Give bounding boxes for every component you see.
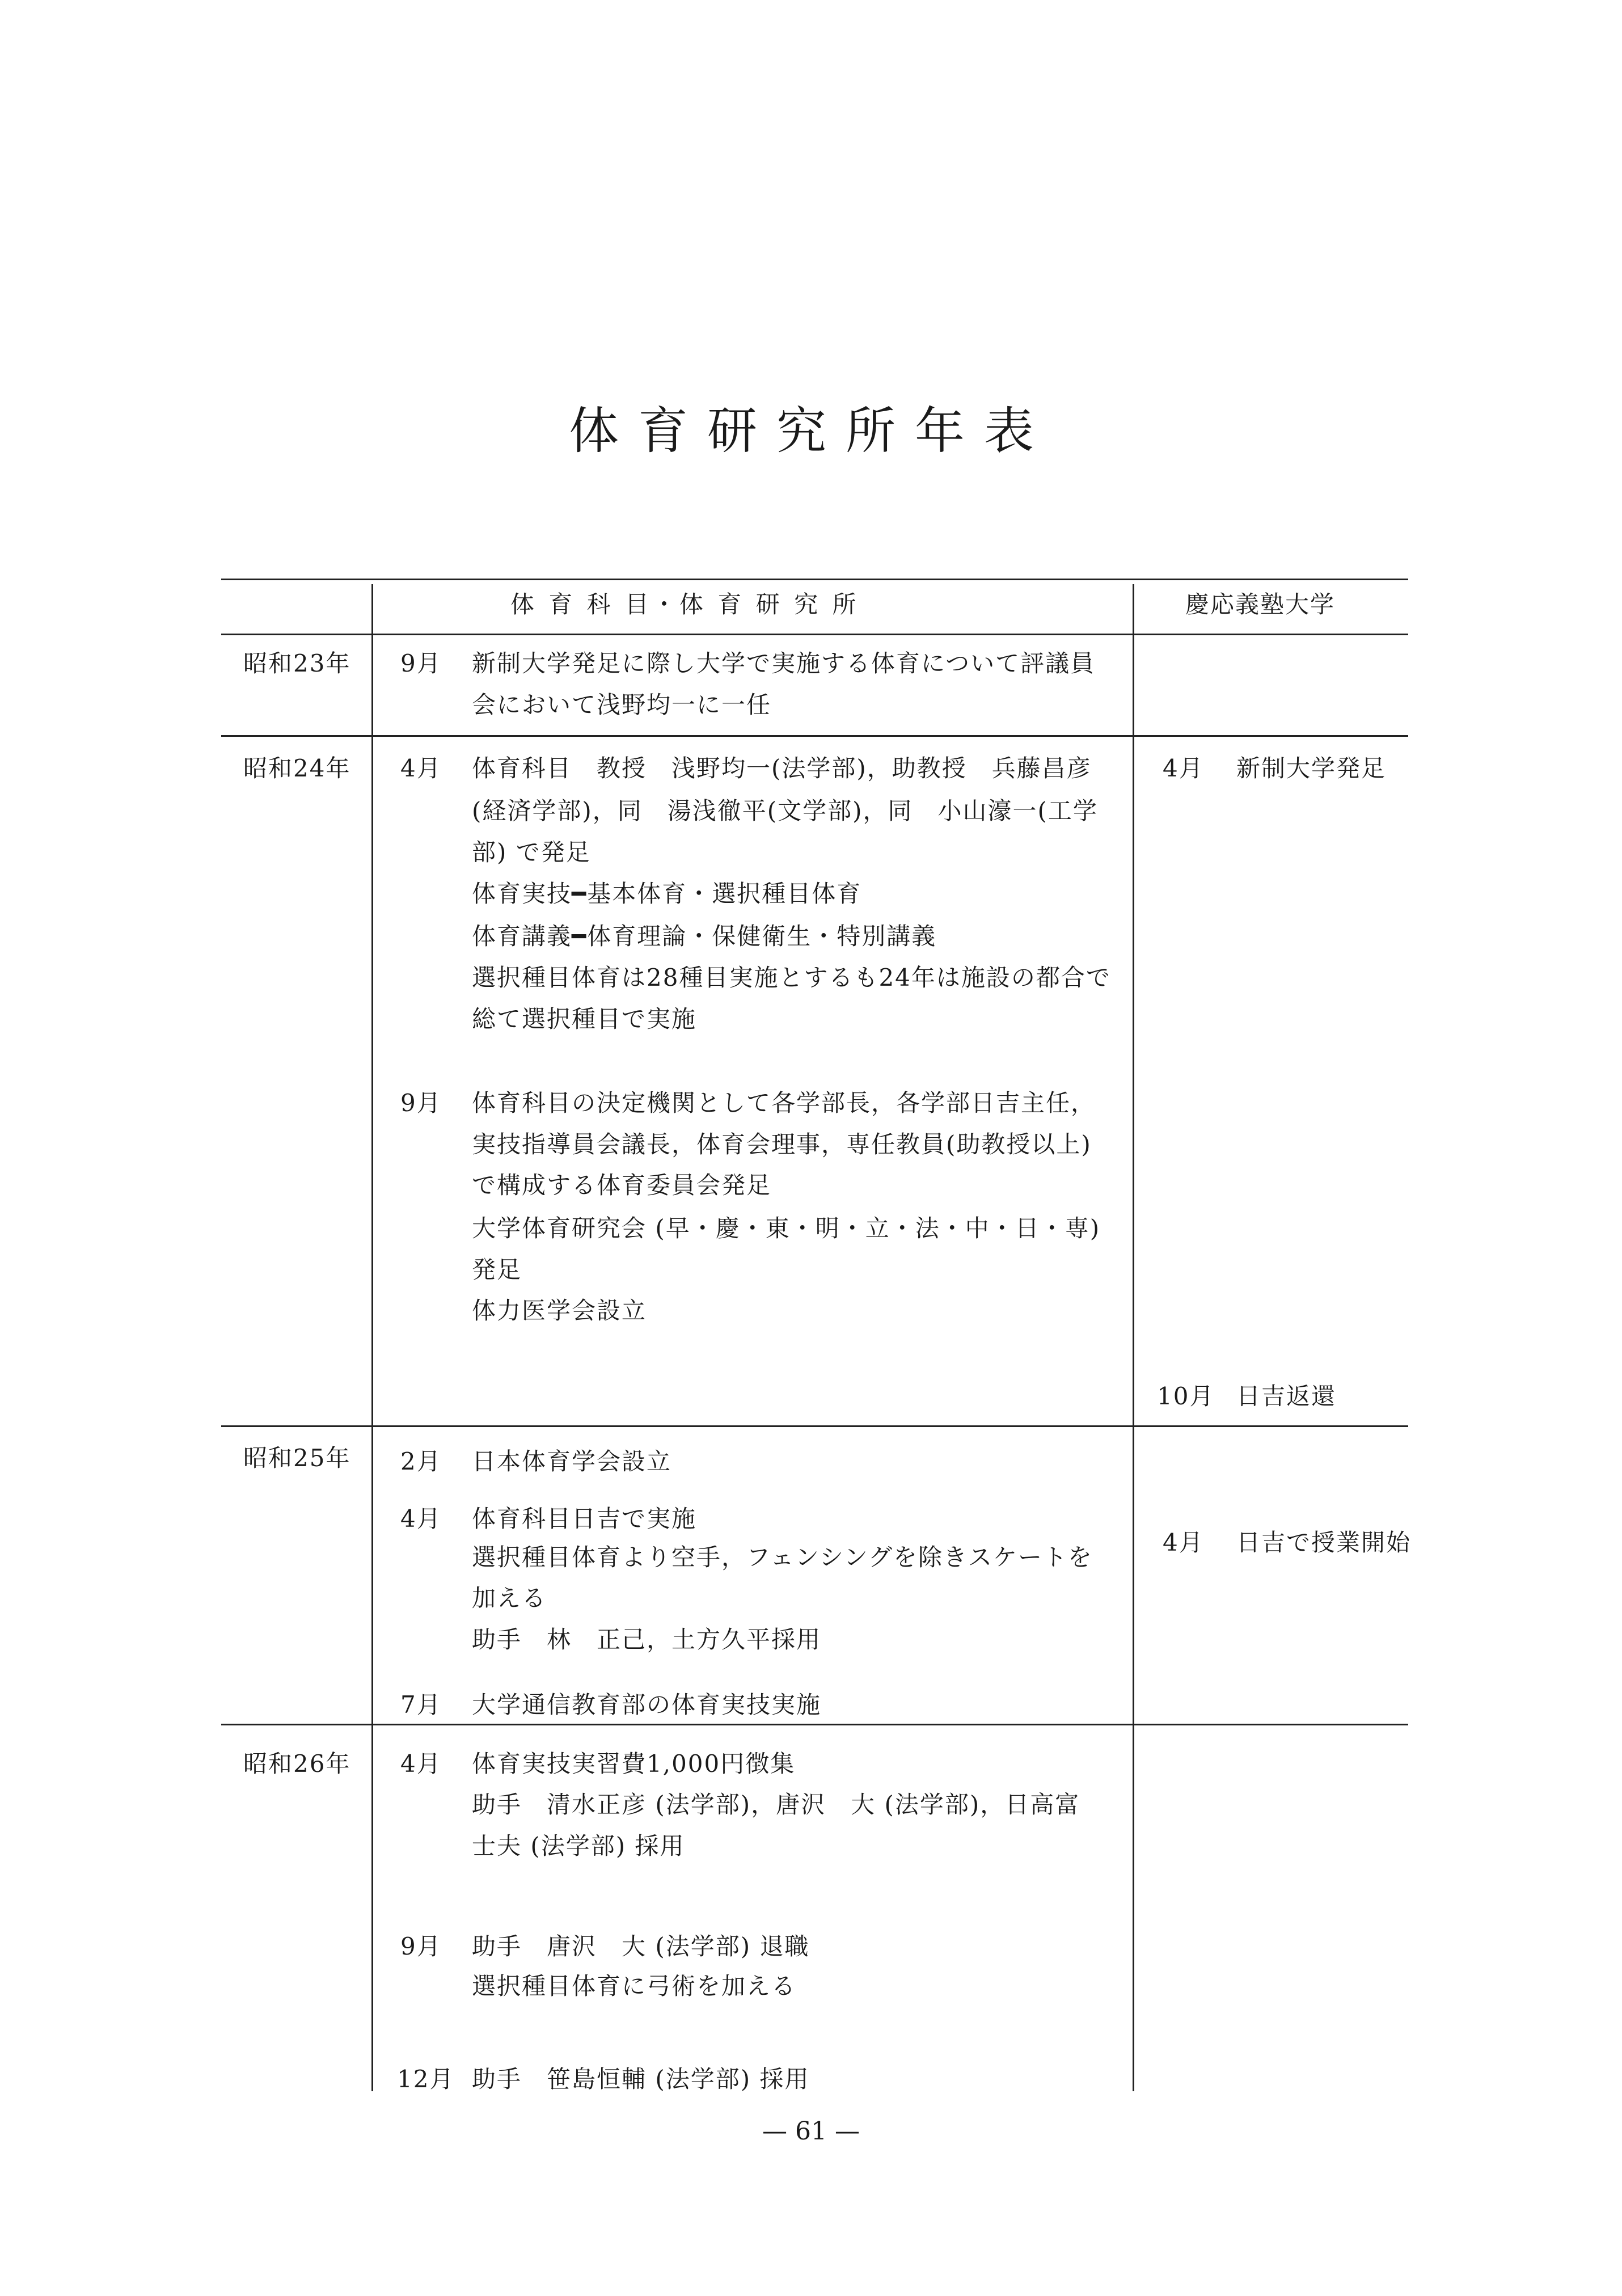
event-line: 大学体育研究会 (早・慶・東・明・立・法・中・日・専)	[472, 1214, 1101, 1242]
university-event-month: 4月	[1163, 754, 1204, 782]
event-line: 体育講義━体育理論・保健衛生・特別講義	[472, 922, 937, 950]
event-line: 新制大学発足に際し大学で実施する体育について評議員	[472, 649, 1096, 677]
event-line: 会において浅野均一に一任	[472, 691, 772, 719]
event-line: 発足	[472, 1256, 522, 1284]
page-number: — 61 —	[762, 2117, 860, 2146]
university-event-month: 4月	[1163, 1529, 1204, 1556]
row-rule	[221, 735, 1408, 737]
event-line: (経済学部)，同 湯浅徹平(文学部)，同 小山濠一(工学	[472, 797, 1098, 825]
event-line: 助手 唐沢 大 (法学部) 退職	[472, 1932, 810, 1960]
header-rule	[221, 634, 1408, 635]
event-line: 体育科目 教授 浅野均一(法学部)，助教授 兵藤昌彦	[472, 754, 1092, 782]
event-month: 4月	[400, 1505, 442, 1533]
year-label: 昭和24年	[243, 754, 351, 782]
event-line: 体育実技実習費1,000円徴集	[472, 1750, 796, 1778]
event-line: 体育実技━基本体育・選択種目体育	[472, 880, 862, 908]
event-month: 4月	[400, 754, 442, 782]
year-column-divider	[371, 584, 373, 2091]
event-month: 12月	[397, 2065, 455, 2093]
year-label: 昭和26年	[243, 1750, 351, 1778]
table-top-rule	[221, 579, 1408, 580]
row-rule	[221, 1724, 1408, 1725]
event-line: 日本体育学会設立	[472, 1447, 672, 1475]
event-line: 選択種目体育は28種目実施とするも24年は施設の都合で	[472, 964, 1111, 991]
page-title: 体育研究所年表	[568, 402, 1053, 460]
event-line: 士夫 (法学部) 採用	[472, 1832, 685, 1860]
event-line: 選択種目体育に弓術を加える	[472, 1972, 797, 2000]
event-line: 体力医学会設立	[472, 1297, 647, 1324]
event-month: 9月	[400, 1089, 442, 1117]
header-main-column: 体 育 科 目・体 育 研 究 所	[510, 590, 860, 618]
event-line: 部) で発足	[472, 838, 591, 866]
event-month: 2月	[400, 1447, 442, 1475]
event-line: 助手 笹島恒輔 (法学部) 採用	[472, 2065, 810, 2093]
event-line: 選択種目体育より空手，フェンシングを除きスケートを	[472, 1543, 1093, 1571]
event-line: 総て選択種目で実施	[472, 1005, 697, 1033]
event-line: 大学通信教育部の体育実技実施	[472, 1691, 822, 1719]
event-line: 体育科目日吉で実施	[472, 1505, 697, 1533]
university-event-text: 日吉で授業開始	[1236, 1529, 1412, 1556]
event-line: 体育科目の決定機関として各学部長，各学部日吉主任，	[472, 1089, 1096, 1117]
event-month: 9月	[400, 649, 442, 677]
header-right-column: 慶応義塾大学	[1185, 590, 1336, 618]
event-line: 実技指導員会議長，体育会理事，専任教員(助教授以上)	[472, 1130, 1092, 1158]
year-label: 昭和23年	[243, 649, 351, 677]
event-month: 7月	[400, 1691, 442, 1719]
university-event-month: 10月	[1157, 1382, 1215, 1410]
event-line: 助手 林 正己，土方久平採用	[472, 1626, 822, 1653]
event-line: で構成する体育委員会発足	[472, 1171, 772, 1199]
university-event-text: 新制大学発足	[1236, 754, 1387, 782]
year-label: 昭和25年	[243, 1444, 351, 1472]
event-line: 助手 清水正彦 (法学部)，唐沢 大 (法学部)，日高富	[472, 1791, 1080, 1818]
university-event-text: 日吉返還	[1236, 1382, 1337, 1410]
row-rule	[221, 1425, 1408, 1427]
event-month: 9月	[400, 1932, 442, 1960]
event-line: 加える	[472, 1584, 547, 1612]
right-column-divider	[1133, 584, 1134, 2091]
event-month: 4月	[400, 1750, 442, 1778]
